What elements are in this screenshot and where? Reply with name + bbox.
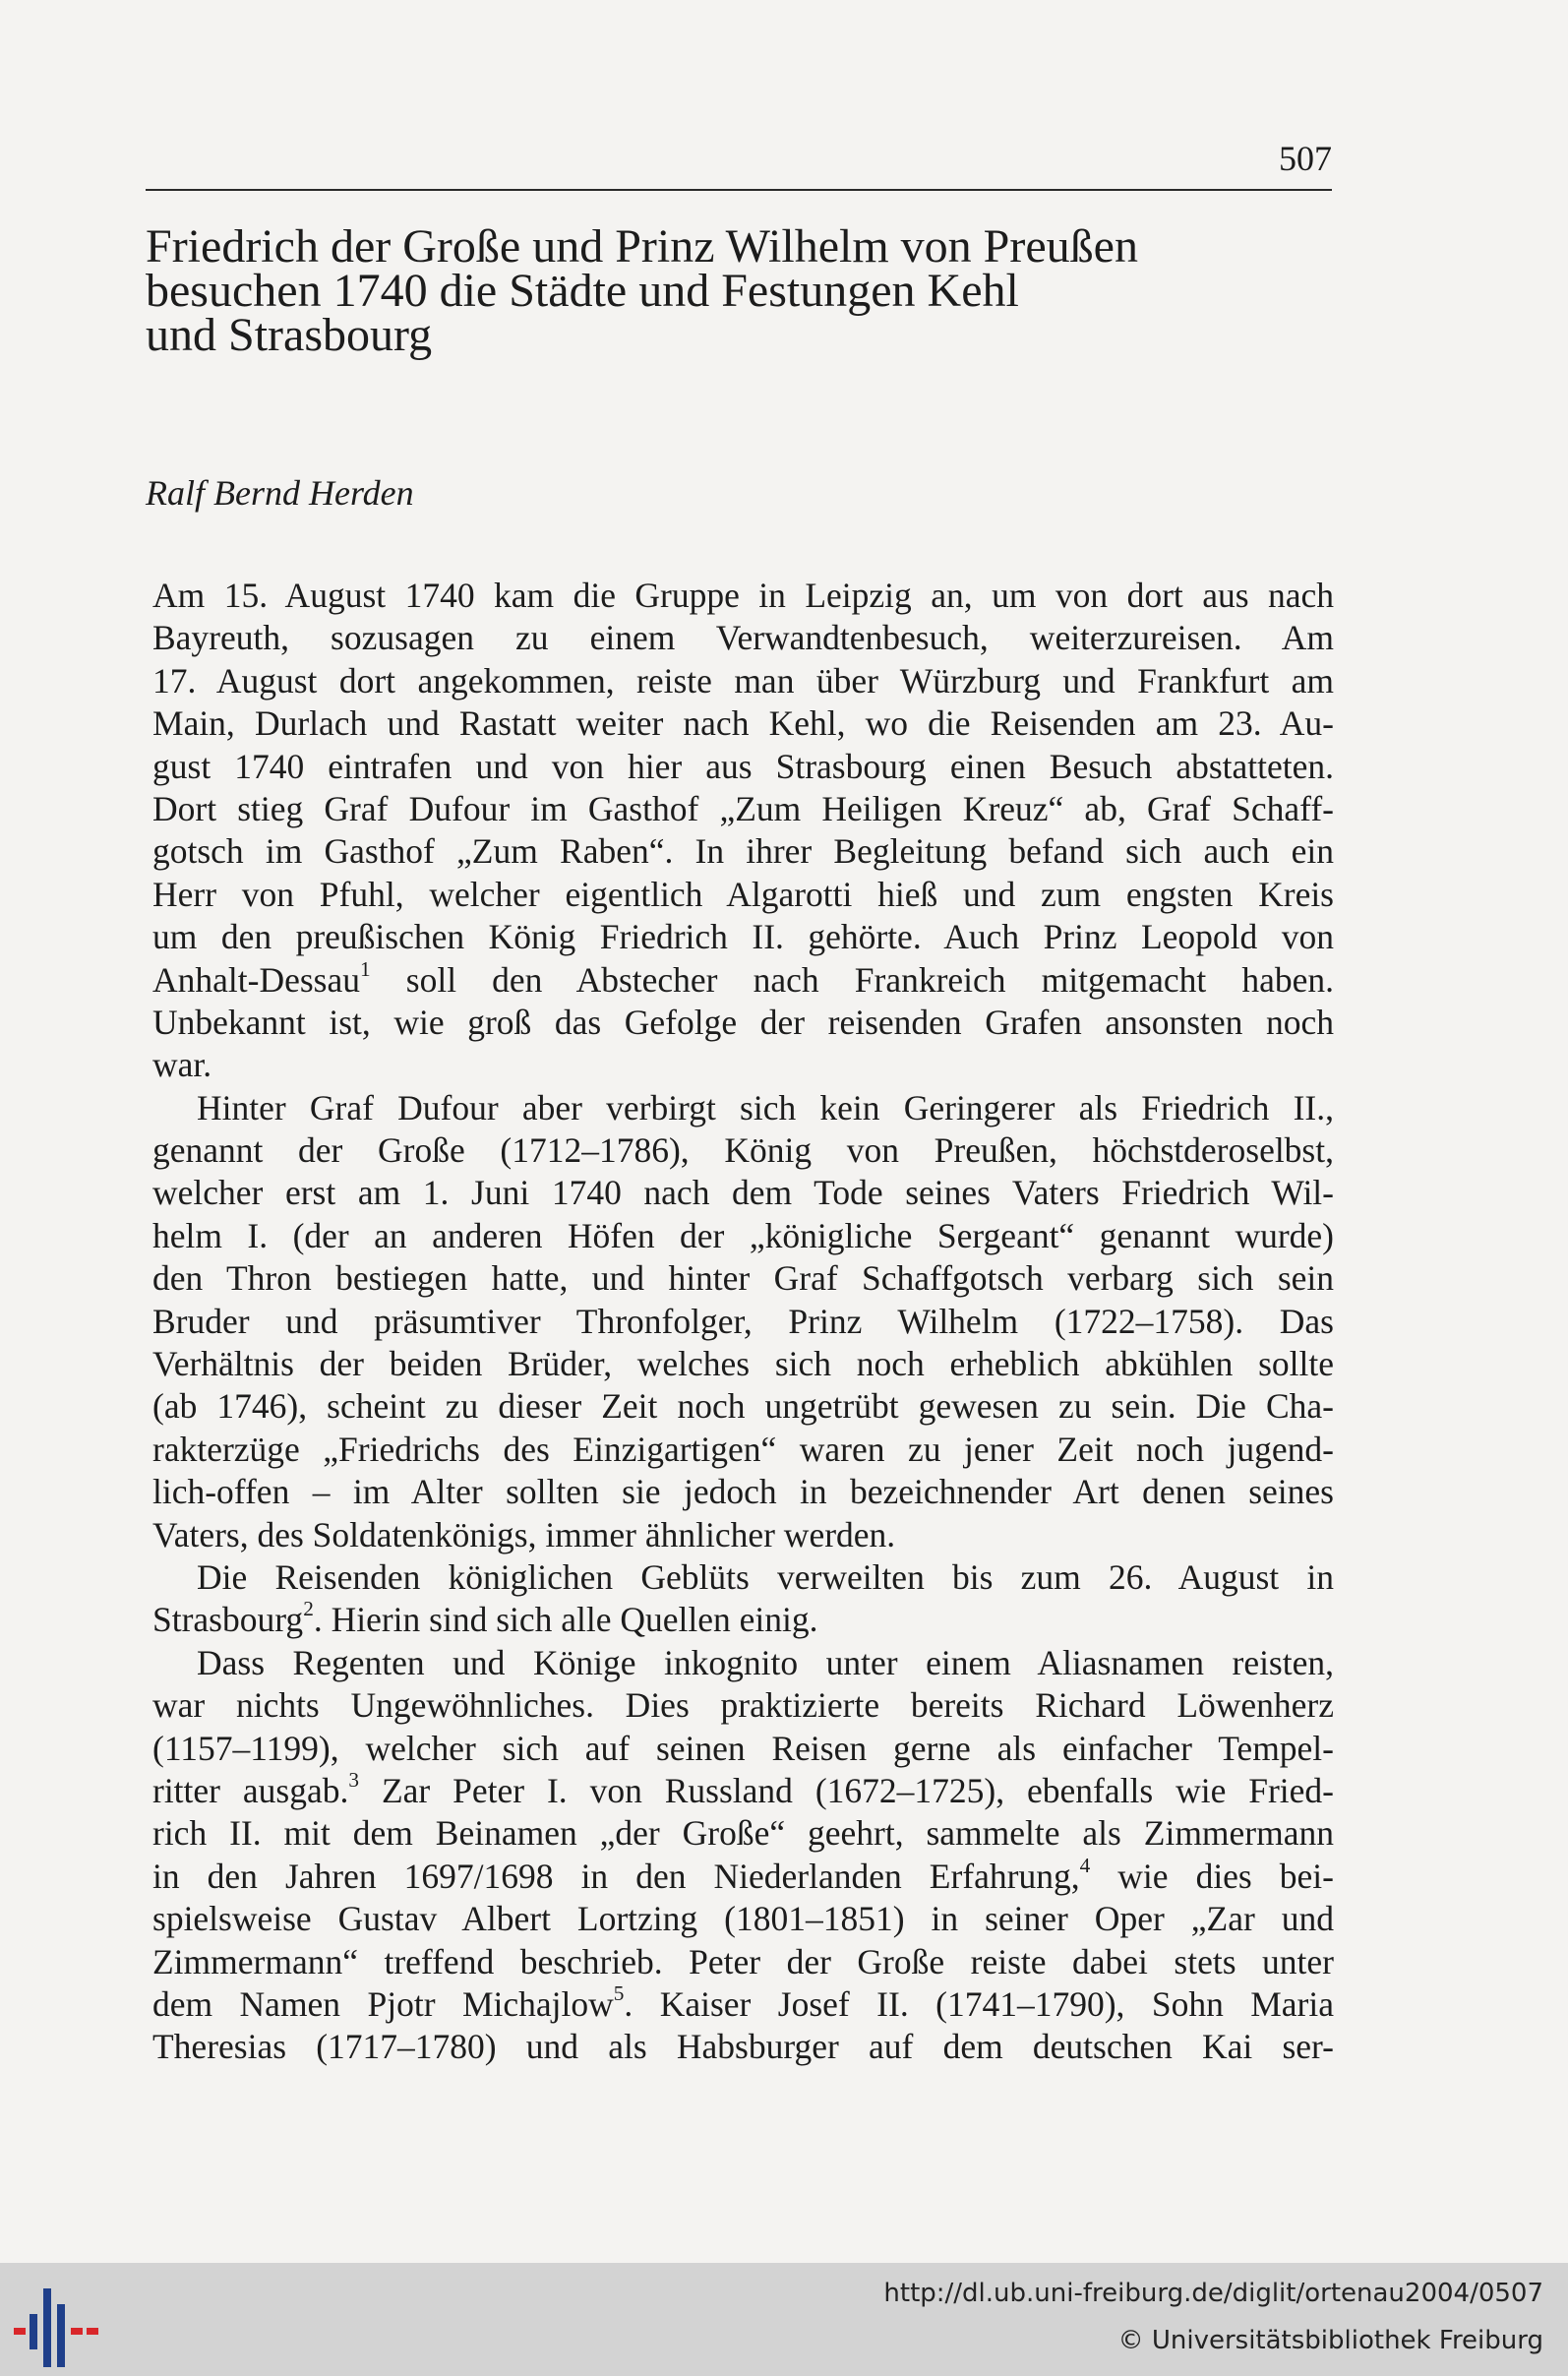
logo-dash [14, 2328, 26, 2335]
article-title [146, 220, 1336, 361]
text-line: Bruder und präsumtiver Thronfolger, Prinz Wilhelm (1722–1758). Das [152, 1301, 1334, 1341]
logo-bar [43, 2288, 51, 2367]
text-line: Bayreuth, sozusagen zu einem Verwandtenbesuch, weiterzureisen. Am [152, 618, 1334, 658]
text-segment: dem Namen Pjotr Michajlow [152, 1983, 614, 2024]
text-segment: soll den Abstecher nach Frankreich mitgemacht haben. [405, 959, 1334, 1000]
text-segment: . Kaiser Josef II. (1741–1790), Sohn Maria [624, 1983, 1335, 2024]
text-line: Am 15. August 1740 kam die Gruppe in Leipzig an, um von dort aus nach [152, 576, 1334, 615]
copyright-notice: © Universitätsbibliothek Freiburg [1117, 2326, 1543, 2355]
text-line: Theresias (1717–1780) und als Habsburger auf dem deutschen Kai ser- [152, 2027, 1334, 2067]
text-line: Herr von Pfuhl, welcher eigentlich Algarotti hieß und zum engsten Kreis [152, 874, 1334, 914]
text-segment: Zar Peter I. von Russland (1672–1725), ebenfalls wie Fried- [381, 1770, 1334, 1810]
text-line: rakterzüge „Friedrichs des Einzigartigen“ waren zu jener Zeit noch jugend- [152, 1429, 1334, 1469]
logo-bar [30, 2314, 37, 2349]
footnote-mark: 2 [303, 1597, 314, 1621]
text-segment: Strasbourg [152, 1600, 304, 1640]
text-line: den Thron bestiegen hatte, und hinter Graf Schaffgotsch verbarg sich sein [152, 1258, 1334, 1299]
text-line: lich-offen – im Alter sollten sie jedoch in bezeichnender Art denen seines [152, 1472, 1334, 1512]
footnote-mark: 3 [348, 1767, 360, 1792]
author-name: Ralf Bernd Herden [146, 473, 414, 513]
text-line: Hinter Graf Dufour aber verbirgt sich kein Geringerer als Friedrich II., [197, 1087, 1334, 1127]
text-line: helm I. (der an anderen Höfen der „königliche Sergeant“ genannt wurde) [152, 1215, 1334, 1255]
text-line: Vaters, des Soldatenkönigs, immer ähnlicher werden. [152, 1514, 896, 1554]
page-number: 507 [1279, 139, 1332, 178]
text-line: war. [152, 1045, 212, 1085]
text-line: gotsch im Gasthof „Zum Raben“. In ihrer Begleitung befand sich auch ein [152, 831, 1334, 872]
footnote-mark: 4 [1079, 1853, 1091, 1877]
logo-dash [87, 2328, 98, 2335]
text-segment: in den Jahren 1697/1698 in den Niederlanden Erfahrung, [152, 1856, 1080, 1896]
title-line: Friedrich der Große und Prinz Wilhelm von Preußen [146, 220, 1138, 273]
text-line: 17. August dort angekommen, reiste man über Würzburg und Frankfurt am [152, 660, 1334, 701]
text-line: rich II. mit dem Beinamen „der Große“ geehrt, sammelte als Zimmermann [152, 1813, 1334, 1854]
text-segment: ritter ausgab. [152, 1770, 349, 1810]
text-line: Zimmermann“ treffend beschrieb. Peter der Große reiste dabei stets unter [152, 1941, 1334, 1981]
text-line: welcher erst am 1. Juni 1740 nach dem Tode seines Vaters Friedrich Wil- [152, 1173, 1334, 1213]
ub-freiburg-logo-icon [12, 2271, 100, 2369]
text-line: (ab 1746), scheint zu dieser Zeit noch ungetrübt gewesen zu sein. Die Cha- [152, 1386, 1334, 1427]
viewer-footer [0, 2263, 1568, 2376]
logo-dash [71, 2328, 83, 2335]
footnote-mark: 1 [359, 956, 371, 981]
title-line: und Strasbourg [146, 309, 433, 361]
permalink-url[interactable]: http://dl.ub.uni-freiburg.de/diglit/ortenau2004/0507 [883, 2279, 1543, 2308]
text-segment: . Hierin sind sich alle Quellen einig. [313, 1600, 818, 1640]
text-line: genannt der Große (1712–1786), König von Preußen, höchstderoselbst, [152, 1130, 1334, 1171]
logo-bar [57, 2304, 65, 2367]
text-line: Dort stieg Graf Dufour im Gasthof „Zum Heiligen Kreuz“ ab, Graf Schaff- [152, 788, 1334, 828]
text-line [152, 1853, 1334, 1898]
text-line [152, 1599, 1334, 1641]
text-segment: wie dies bei- [1117, 1856, 1334, 1896]
text-line: Unbekannt ist, wie groß das Gefolge der reisenden Grafen ansonsten noch [152, 1002, 1334, 1042]
footnote-mark: 5 [613, 1980, 625, 2005]
text-segment: Anhalt-Dessau [152, 959, 360, 1000]
text-line: war nichts Ungewöhnliches. Dies praktizierte bereits Richard Löwenherz [152, 1685, 1334, 1726]
article-body [152, 575, 1334, 2069]
text-line [152, 956, 1334, 1002]
text-line [152, 1767, 1334, 1812]
text-line [152, 1980, 1335, 2026]
text-line: um den preußischen König Friedrich II. gehörte. Auch Prinz Leopold von [152, 917, 1334, 957]
text-line: spielsweise Gustav Albert Lortzing (1801–1851) in seiner Oper „Zar und [152, 1899, 1334, 1939]
text-line: (1157–1199), welcher sich auf seinen Reisen gerne als einfacher Tempel- [152, 1728, 1334, 1768]
header-rule [146, 189, 1332, 191]
text-line: Main, Durlach und Rastatt weiter nach Kehl, wo die Reisenden am 23. Au- [152, 703, 1334, 744]
title-line: besuchen 1740 die Städte und Festungen Kehl [146, 265, 1019, 317]
text-line: gust 1740 eintrafen und von hier aus Strasbourg einen Besuch abstatteten. [152, 746, 1334, 786]
text-line: Dass Regenten und Könige inkognito unter einem Aliasnamen reisten, [197, 1642, 1334, 1682]
text-line: Verhältnis der beiden Brüder, welches sich noch erheblich abkühlen sollte [152, 1344, 1334, 1384]
text-line: Die Reisenden königlichen Geblüts verweilten bis zum 26. August in [197, 1556, 1334, 1597]
